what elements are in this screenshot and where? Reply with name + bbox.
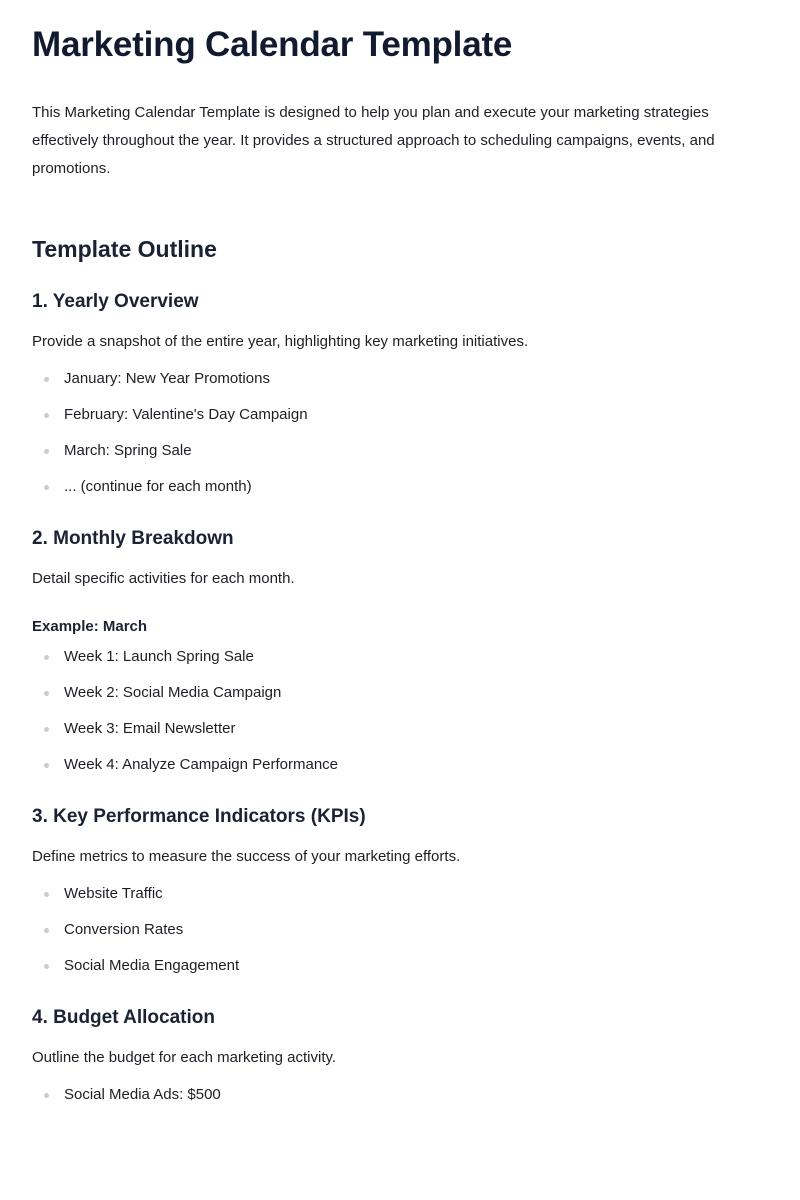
- list-item: [32, 476, 768, 498]
- list-item-text: January: New Year Promotions: [64, 370, 270, 387]
- bullet-dot: [44, 691, 49, 696]
- list-item-text: Week 1: Launch Spring Sale: [64, 648, 254, 665]
- bullet-list: [32, 368, 768, 498]
- list-item: [32, 1084, 768, 1106]
- example-label: Example: March: [32, 618, 148, 635]
- list-item-text: Conversion Rates: [64, 921, 184, 938]
- section-monthly-breakdown: [32, 526, 768, 776]
- list-item: [32, 404, 768, 426]
- section-description: Outline the budget for each marketing activity.: [32, 1049, 337, 1066]
- list-item-text: Week 2: Social Media Campaign: [64, 684, 282, 701]
- section-heading: 2. Monthly Breakdown: [32, 528, 234, 549]
- section-description: Define metrics to measure the success of your marketing efforts.: [32, 848, 461, 865]
- bullet-dot: [44, 413, 49, 418]
- list-item: [32, 919, 768, 941]
- bullet-dot: [44, 892, 49, 897]
- bullet-list: [32, 883, 768, 977]
- list-item: [32, 440, 768, 462]
- list-item-text: February: Valentine's Day Campaign: [64, 406, 308, 423]
- bullet-dot: [44, 449, 49, 454]
- bullet-dot: [44, 928, 49, 933]
- page-title: Marketing Calendar Template: [32, 25, 513, 64]
- section-yearly-overview: [32, 289, 768, 498]
- list-item-text: Social Media Engagement: [64, 957, 240, 974]
- outline-heading: Template Outline: [32, 236, 217, 262]
- intro-paragraph: This Marketing Calendar Template is designed to help you plan and execute your marketing strategies effectively throughout the year. It provides a structured approach to scheduling campaigns, events, and promotions.: [32, 104, 715, 177]
- bullet-dot: [44, 727, 49, 732]
- section-heading: 4. Budget Allocation: [32, 1007, 215, 1028]
- section-heading: 1. Yearly Overview: [32, 291, 199, 312]
- section-budget-allocation: [32, 1005, 768, 1106]
- section-description: Provide a snapshot of the entire year, highlighting key marketing initiatives.: [32, 333, 529, 350]
- list-item: [32, 718, 768, 740]
- bullet-dot: [44, 964, 49, 969]
- section-kpis: [32, 804, 768, 977]
- list-item: [32, 883, 768, 905]
- list-item-text: Website Traffic: [64, 885, 163, 902]
- list-item-text: Social Media Ads: $500: [64, 1086, 221, 1103]
- bullet-dot: [44, 763, 49, 768]
- bullet-dot: [44, 1093, 49, 1098]
- section-description: Detail specific activities for each month.: [32, 570, 295, 587]
- bullet-dot: [44, 377, 49, 382]
- bullet-dot: [44, 655, 49, 660]
- list-item: [32, 955, 768, 977]
- list-item: [32, 368, 768, 390]
- list-item-text: March: Spring Sale: [64, 442, 192, 459]
- bullet-list: [32, 1084, 768, 1106]
- list-item: [32, 682, 768, 704]
- list-item: [32, 754, 768, 776]
- list-item-text: Week 3: Email Newsletter: [64, 720, 236, 737]
- bullet-dot: [44, 485, 49, 490]
- list-item-text: ... (continue for each month): [64, 478, 252, 495]
- list-item-text: Week 4: Analyze Campaign Performance: [64, 756, 339, 773]
- section-heading: 3. Key Performance Indicators (KPIs): [32, 806, 366, 827]
- list-item: [32, 646, 768, 668]
- bullet-list: [32, 646, 768, 776]
